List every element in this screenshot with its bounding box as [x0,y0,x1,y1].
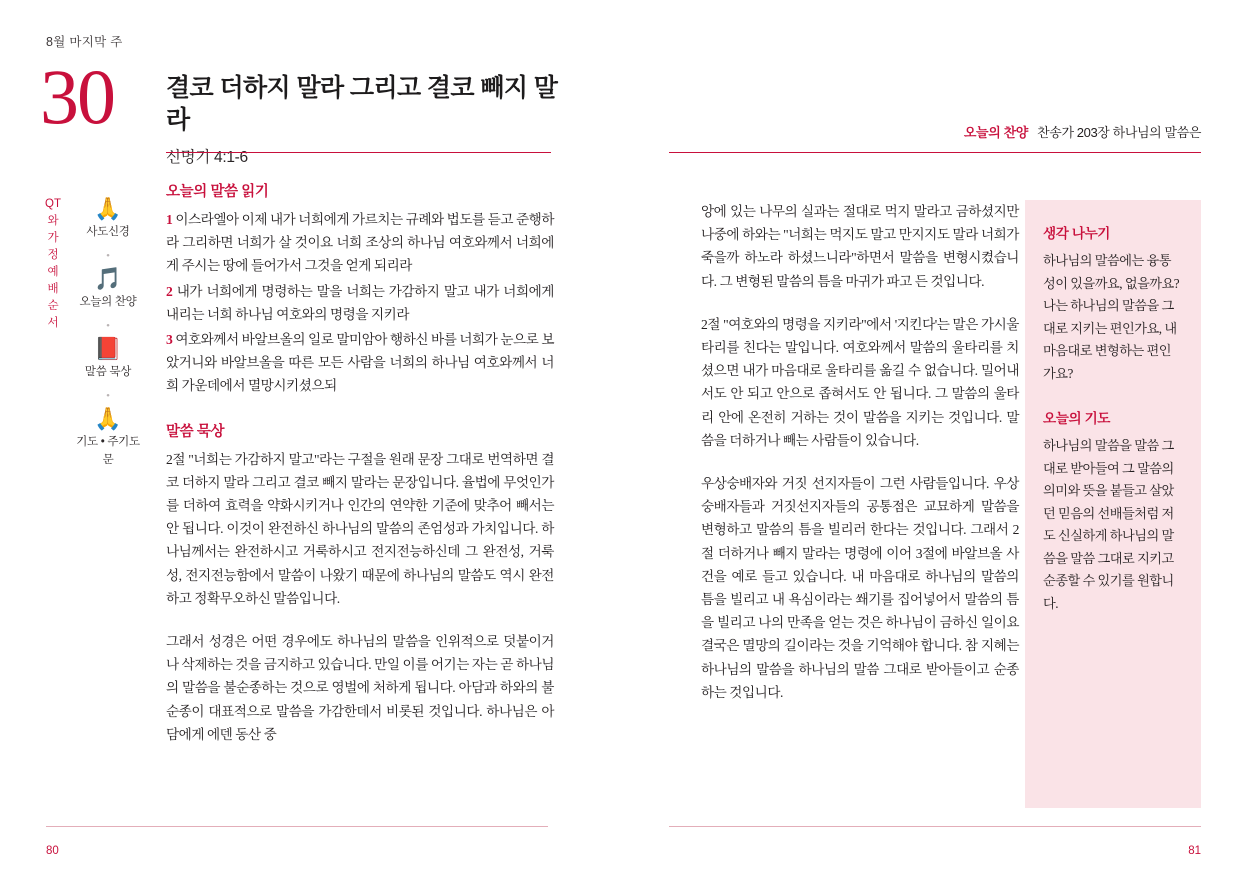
right-footer-divider [669,826,1201,827]
sidebox-heading-prayer: 오늘의 기도 [1043,411,1111,426]
open-book-icon: 📕 [94,336,122,361]
rail-separator-dot: • [106,250,110,262]
verse-number: 2 [166,283,173,299]
section-heading-meditation: 말씀 묵상 [166,423,225,440]
sidebox-text-sharing: 하나님의 말씀에는 융통성이 있을까요, 없을까요? 나는 하나님의 말씀을 그대로 지키는 편인가요, 내 마음대로 변형하는 편인가요? [1043,253,1180,381]
scripture-reference: 신명기 4:1-6 [166,149,248,166]
page-title: 결코 더하지 말라 그리고 결코 빼지 말라 [166,74,558,134]
rail-separator-dot: • [106,390,110,402]
worship-song-line [964,122,1201,141]
reflection-sidebox [1025,200,1201,808]
worship-song-label: 오늘의 찬양 [963,125,1028,140]
verse-paragraph [166,328,554,398]
sidebox-heading-sharing: 생각 나누기 [1043,226,1111,241]
meditation-paragraph: 그래서 성경은 어떤 경우에도 하나님의 말씀을 인위적으로 덧붙이거나 삭제하는 것을 금지하고 있습니다. 만일 이를 어기는 자는 곧 하나님의 말씀을 불순종하는 것으로 영벌에 처하게 됩니다. 아담과 하와의 불순종이 대표적으로 말씀을 가감한데서 비롯된 것입니다. 하나님은 아담에게 에덴 동산 중 [166,634,554,742]
section-heading-reading: 오늘의 말씀 읽기 [166,184,269,200]
day-number: 30 [40,53,114,140]
worship-song-value: 찬송가 203장 하나님의 말씀은 [1037,125,1201,140]
worship-order-rail [72,196,144,474]
week-label: 8월 마지막 주 [46,35,123,49]
rail-separator-dot: • [106,320,110,332]
page-number-left: 80 [46,845,59,857]
rail-label-creed: 사도신경 [86,226,130,238]
rail-label-prayer: 기도 • 주기도문 [76,436,140,466]
rail-label-praise: 오늘의 찬양 [79,296,137,308]
body-paragraph: 앙에 있는 나무의 실과는 절대로 먹지 말라고 금하셨지만 나중에 하와는 "너희는 먹지도 말고 만지지도 말라 너희가 죽을까 하노라 하셨느니라"하면서 말씀을 변형시켰습니다. 그 변형된 말씀의 틈을 마귀가 파고 든 것입니다. [701,204,1019,289]
rail-item-praise [72,266,144,310]
order-label: QT와 가정예배 순서 [45,198,61,329]
right-page [629,0,1258,892]
rail-label-meditation: 말씀 묵상 [84,366,132,378]
verse-paragraph [166,280,554,326]
right-header-divider [669,152,1201,153]
sidebox-text-prayer: 하나님의 말씀을 말씀 그대로 받아들여 그 말씀의 의미와 뜻을 붙들고 살았던 믿음의 선배들처럼 저도 신실하게 하나님의 말씀을 말씀 그대로 지키고 순종할 수 있기를 원합니다. [1043,438,1174,611]
verse-text: 여호와께서 바알브올의 일로 말미암아 행하신 바를 너희가 눈으로 보았거니와 바알브올을 따른 모든 사람을 너희의 하나님 여호와께서 너희 가운데에서 멸망시키셨으되 [166,332,554,394]
body-paragraph: 우상숭배자와 거짓 선지자들이 그런 사람들입니다. 우상숭배자들과 거짓선지자들의 공통점은 교묘하게 말씀을 변형하고 말씀의 틈을 빌리러 한다는 것입니다. 그래서 2절 더하거나 빼지 말라는 명령에 이어 3절에 바알브올 사건을 예로 들고 있습니다. 내 마음대로 하나님의 말씀의 틈을 빌리고 내 욕심이라는 쐐기를 집어넣어서 말씀의 틈을 빌리고 나의 만족을 얻는 것은 하나님이 금하신 일이요 결국은 멸망의 길이라는 것을 기억해야 합니다. 참 지혜는 하나님의 말씀을 하나님의 말씀 그대로 받아들이고 순종하는 것입니다. [701,476,1019,700]
rail-item-creed [72,196,144,240]
page-number-right: 81 [1188,845,1201,857]
meditation-paragraph: 2절 "너희는 가감하지 말고"라는 구절을 원래 문장 그대로 번역하면 결코 더하지 말라 그리고 결코 빼지 말라는 문장입니다. 율법에 무엇인가를 더하여 효력을 약화시키거나 인간의 연약한 기준에 맞추어 빼서는 안 됩니다. 이것이 완전하신 하나님의 말씀의 존엄성과 가치입니다. 하나님께서는 완전하시고 거룩하시고 전지전능하신데 그 완전성, 거룩성, 전지전능함에서 말씀이 나왔기 때문에 하나님의 말씀도 역시 완전하고 정확무오하신 말씀입니다. [166,451,554,606]
praying-hands-icon: 🙏 [94,406,122,431]
rail-item-prayer [72,406,144,468]
rail-item-meditation [72,336,144,380]
music-note-icon: 🎵 [94,266,122,291]
verse-number: 1 [166,212,173,227]
title-divider [166,152,551,153]
right-body-column [701,200,1019,717]
verse-text: 내가 너희에게 명령하는 말을 너희는 가감하지 말고 내가 너희에게 내리는 너희 하나님 여호와의 명령을 지키라 [166,283,554,322]
verse-number: 3 [166,332,173,348]
left-footer-divider [46,826,548,827]
verse-paragraph [166,208,554,278]
left-body-column [166,180,554,759]
praying-hands-icon: 🙏 [94,196,122,221]
body-paragraph: 2절 "여호와의 명령을 지키라"에서 '지킨다'는 말은 가시울타리를 친다는 말입니다. 여호와께서 말씀의 울타리를 치셨으면 내가 마음대로 울타리를 옮길 수 없습니다. 밀어내서도 안 되고 안으로 좁혀서도 안 됩니다. 그 말씀의 울타리 안에 온전히 거하는 것이 말씀을 지키는 것입니다. 말씀을 더하거나 빼는 사람들이 있습니다. [701,316,1019,448]
verse-text: 이스라엘아 이제 내가 너희에게 가르치는 규례와 법도를 듣고 준행하라 그리하면 너희가 살 것이요 너희 조상의 하나님 여호와께서 너희에게 주시는 땅에 들어가서 그것을 얻게 되리라 [166,212,554,274]
